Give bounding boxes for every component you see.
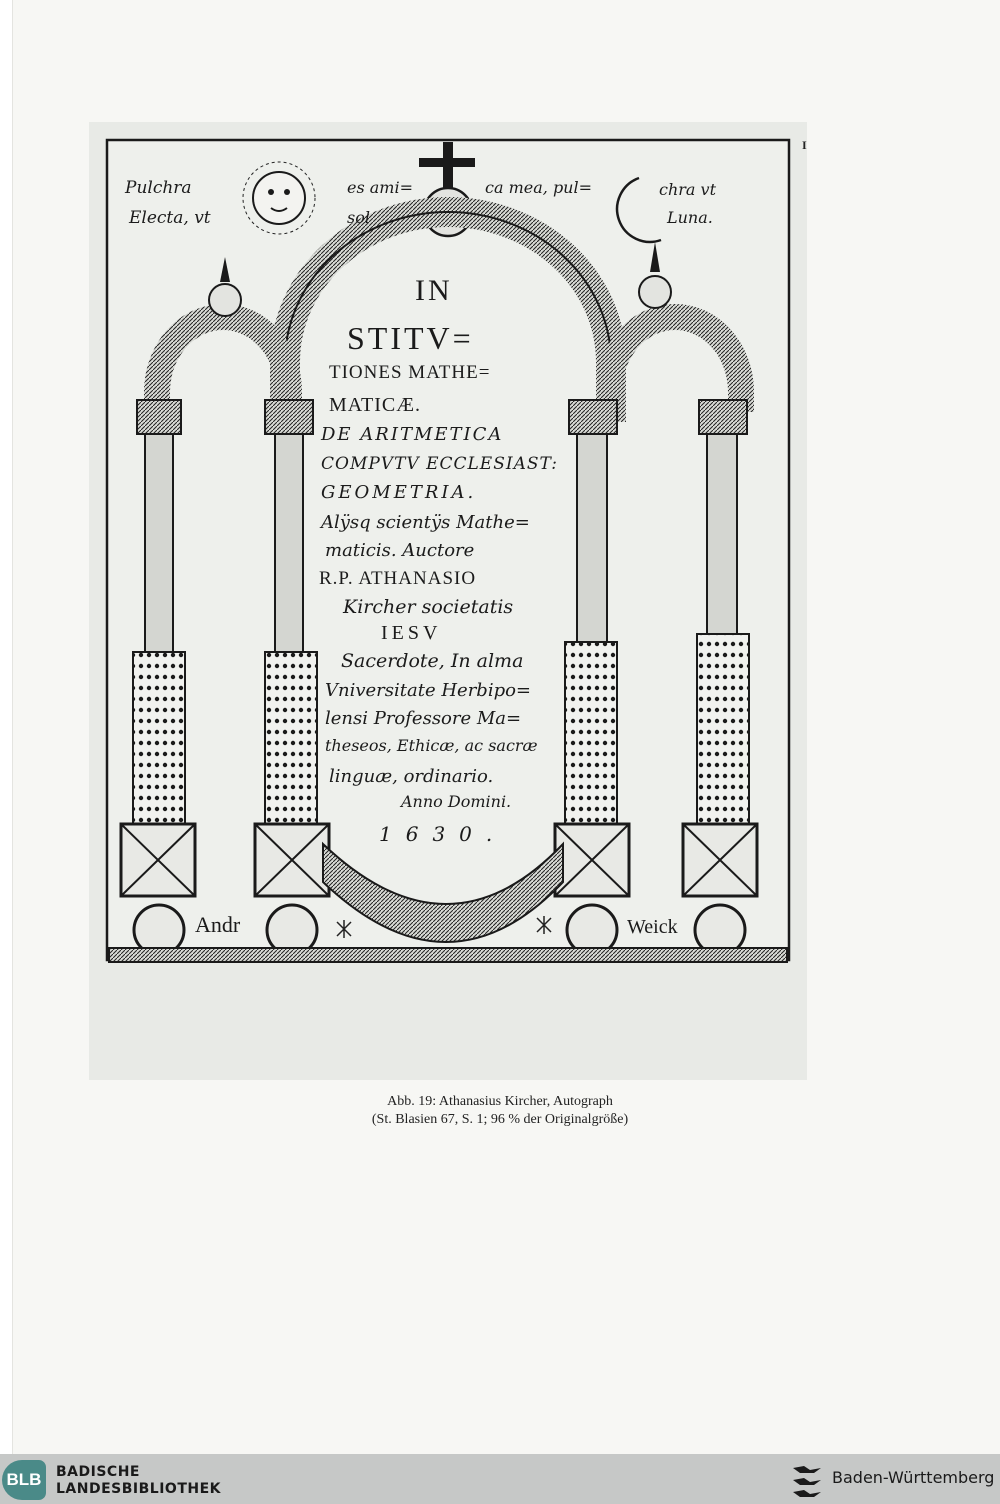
library-name-line-1: BADISCHE: [56, 1464, 140, 1480]
motto-center-1: ca mea, pul=: [485, 178, 593, 197]
title-line-18: Anno Domini.: [401, 792, 512, 811]
title-line-15: lensi Professore Ma=: [325, 708, 522, 729]
title-line-12: IESV: [381, 622, 442, 644]
motto-mid-2: sol: [347, 208, 370, 227]
motto-left-2: Electa, vt: [129, 208, 211, 228]
motto-mid-1: es ami=: [347, 178, 413, 197]
signature-right: Weick: [627, 916, 678, 938]
title-line-16: theseos, Ethicæ, ac sacræ: [325, 736, 538, 755]
caption-line-1: Abb. 19: Athanasius Kircher, Autograph: [387, 1094, 613, 1109]
title-line-5: DE ARITMETICA: [321, 424, 504, 445]
title-line-10: R.P. ATHANASIO: [319, 568, 477, 589]
title-line-4: MATICÆ.: [329, 394, 422, 416]
title-line-13: Sacerdote, In alma: [341, 650, 524, 672]
library-name-line-2: LANDESBIBLIOTHEK: [56, 1481, 222, 1497]
library-name[interactable]: [56, 1464, 221, 1498]
title-line-17: linguæ, ordinario.: [329, 766, 494, 787]
title-line-8: Alÿsq scientÿs Mathe=: [321, 512, 530, 533]
lions-emblem-icon[interactable]: [790, 1462, 824, 1498]
manuscript-plate: [89, 122, 807, 1080]
title-line-1: IN: [415, 274, 453, 307]
title-line-2: STITV=: [347, 320, 474, 356]
signature-left: Andr: [195, 912, 241, 937]
manuscript-text: [89, 122, 807, 1080]
title-line-9: maticis. Auctore: [325, 540, 475, 561]
motto-left-1: Pulchra: [125, 178, 192, 198]
caption-line-2: (St. Blasien 67, S. 1; 96 % der Originalgröße): [371, 1112, 629, 1127]
blb-logo-icon[interactable]: BLB: [2, 1460, 46, 1500]
title-line-3: TIONES MATHE=: [329, 362, 491, 383]
state-name[interactable]: Baden-Württemberg: [832, 1468, 995, 1487]
footer-bar: [0, 1454, 1000, 1504]
motto-right-2: Luna.: [667, 208, 713, 227]
title-line-11: Kircher societatis: [343, 596, 514, 618]
title-line-14: Vniversitate Herbipo=: [325, 680, 532, 701]
title-line-19: 1630.: [379, 822, 507, 846]
page-number: I: [802, 138, 807, 152]
title-line-7: GEOMETRIA.: [321, 482, 477, 503]
page-edge: [0, 0, 13, 1454]
motto-right-1: chra vt: [659, 180, 717, 199]
title-line-6: COMPVTV ECCLESIAST:: [321, 454, 558, 474]
